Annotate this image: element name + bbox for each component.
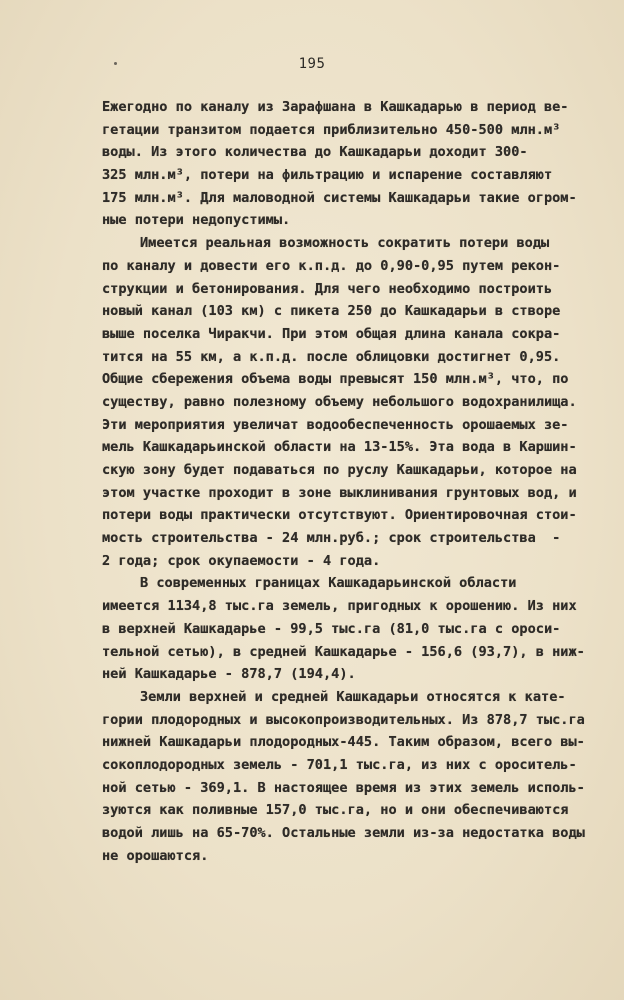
text-line: нижней Кашкадарьи плодородных-445. Таким образом, всего вы-	[102, 734, 585, 751]
text-line: скую зону будет подаваться по руслу Кашкадарьи, которое на	[102, 462, 577, 478]
text-line: 325 млн.м³, потери на фильтрацию и испарение составляют	[102, 167, 553, 184]
text-line: тится на 55 км, а к.п.д. после облицовки достигнет 0,95.	[102, 348, 561, 365]
text-line: Общие сбережения объема воды превысят 150 млн.м³, что, по	[102, 371, 569, 388]
text-line: воды. Из этого количества до Кашкадарьи доходит 300-	[102, 144, 528, 161]
text-line: Эти мероприятия увеличат водообеспеченность орошаемых зе-	[102, 416, 569, 433]
text-line: ные потери недопустимы.	[102, 212, 291, 229]
text-line: зуются как поливные 157,0 тыс.га, но и они обеспечиваются	[102, 802, 569, 819]
text-line: водой лишь на 65-70%. Остальные земли из-за недостатка воды	[102, 825, 585, 841]
text-line: мость строительства - 24 млн.руб.; срок строительства -	[102, 530, 561, 547]
text-line: по каналу и довести его к.п.д. до 0,90-0,95 путем рекон-	[102, 257, 561, 274]
text-line: Земли верхней и средней Кашкадарьи относятся к кате-	[140, 688, 566, 705]
text-line: сокоплодородных земель - 701,1 тыс.га, из них с ороситель-	[102, 756, 577, 773]
text-line: мель Кашкадарьинской области на 13-15%. Эта вода в Каршин-	[102, 439, 577, 456]
text-line: имеется 1134,8 тыс.га земель, пригодных к орошению. Из них	[102, 598, 577, 615]
text-line: ной сетью - 369,1. В настоящее время из этих земель исполь-	[102, 779, 585, 796]
text-line: гетации транзитом подается приблизительно 450-500 млн.м³	[102, 121, 561, 138]
text-line: потери воды практически отсутствуют. Ориентировочная стои-	[102, 507, 577, 524]
text-line: Имеется реальная возможность сократить потери воды	[140, 235, 550, 252]
text-line: гории плодородных и высокопроизводительных. Из 878,7 тыс.га	[102, 711, 585, 728]
text-line: ней Кашкадарье - 878,7 (194,4).	[102, 666, 356, 683]
text-line: тельной сетью), в средней Кашкадарье - 156,6 (93,7), в ниж-	[102, 643, 585, 660]
text-line: выше поселка Чиракчи. При этом общая длина канала сокра-	[102, 325, 561, 342]
body-text	[102, 96, 585, 867]
page-number: 195	[298, 56, 326, 72]
text-line: Ежегодно по каналу из Зарафшана в Кашкадарью в период ве-	[102, 99, 569, 115]
text-line: в верхней Кашкадарье - 99,5 тыс.га (81,0 тыс.га с ороси-	[102, 620, 561, 637]
text-line: существу, равно полезному объему небольшого водохранилища.	[102, 393, 577, 410]
text-line: 175 млн.м³. Для маловодной системы Кашкадарьи такие огром-	[102, 189, 577, 206]
text-line: не орошаются.	[102, 847, 209, 864]
text-line: 2 года; срок окупаемости - 4 года.	[102, 552, 381, 569]
text-line: новый канал (103 км) с пикета 250 до Кашкадарьи в створе	[102, 303, 561, 320]
text-line: струкции и бетонирования. Для чего необходимо построить	[102, 280, 553, 297]
text-line: этом участке проходит в зоне выклинивания грунтовых вод, и	[102, 484, 577, 501]
text-line: В современных границах Кашкадарьинской области	[140, 575, 517, 592]
